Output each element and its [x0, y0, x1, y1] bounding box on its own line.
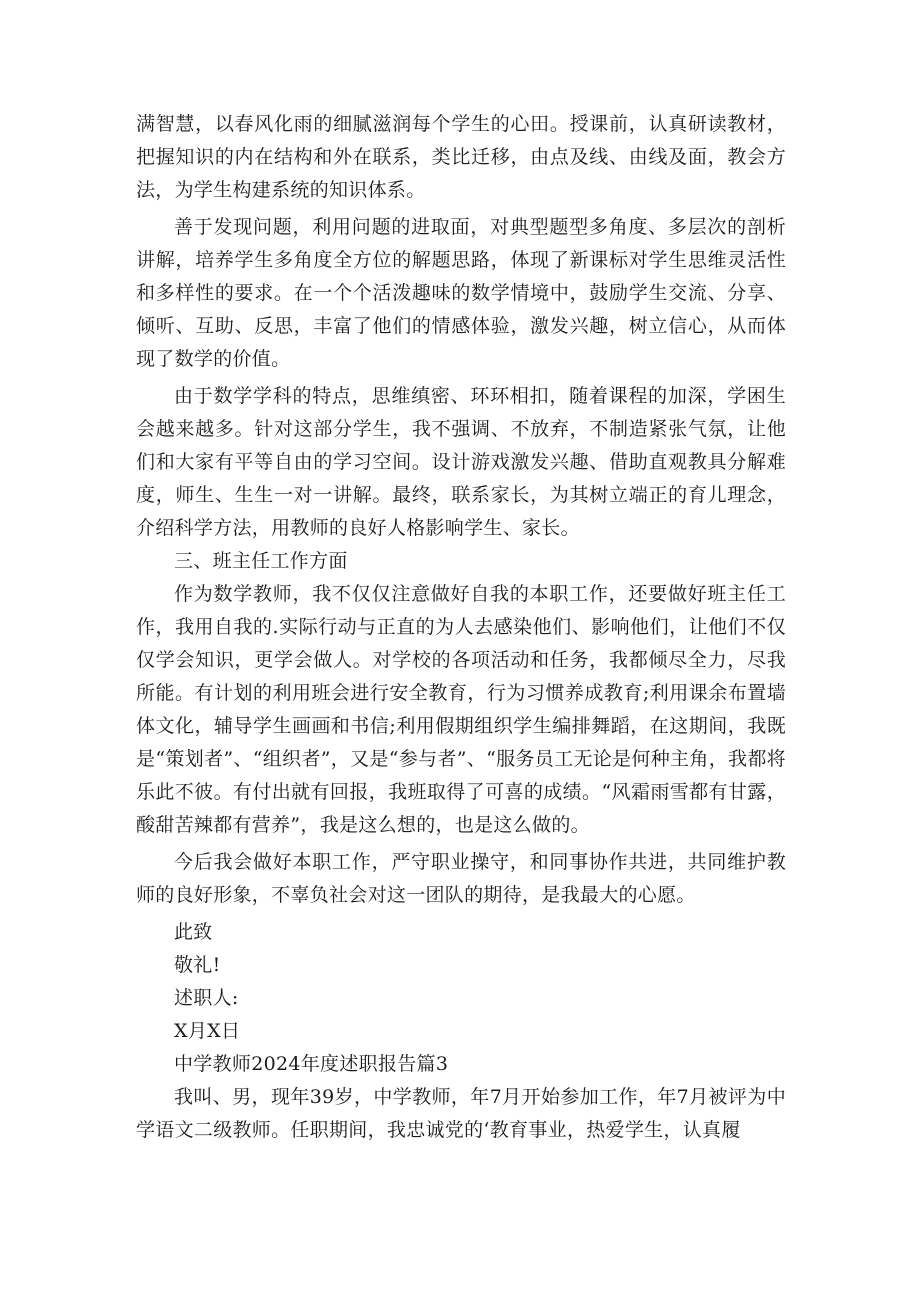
signer-label: 述职人: [174, 987, 239, 1009]
report-title-3: 中学教师2024年度述职报告篇3 [174, 1053, 449, 1075]
section-heading-3: 三、班主任工作方面 [174, 550, 348, 572]
paragraph-1: 满智慧，以春风化雨的细腻滋润每个学生的心田。授课前，认真研读教材，把握知识的内在结构和外在联系，类比迁移，由点及线、由线及面，教会方法，为学生构建系统的知识体系。 [136, 113, 786, 201]
paragraph-4: 作为数学教师，我不仅仅注意做好自我的本职工作，还要做好班主任工作，我用自我的.实际行动与正直的为人去感染他们、影响他们，让他们不仅仅学会知识，更学会做人。对学校的各项活动和任务，我都倾尽全力，尽我所能。有计划的利用班会进行安全教育，行为习惯养成教育;利用课余布置墙体文化，辅导学生画画和书信;利用假期组织学生编排舞蹈，在这期间，我既是“策划者”、“组织者”，又是“参与者”、“服务员工无论是何种主角，我都将乐此不彼。有付出就有回报，我班取得了可喜的成绩。“风霜雨雪都有甘露，酸甜苦辣都有营养”，我是这么想的，也是这么做的。 [136, 583, 786, 836]
closing-regards: 敬礼! [174, 954, 221, 976]
paragraph-5: 今后我会做好本职工作，严守职业操守，和同事协作共进，共同维护教师的良好形象，不辜负社会对这一团队的期待，是我最大的心愿。 [136, 851, 786, 906]
paragraph-6: 我叫、男，现年39岁，中学教师，年7月开始参加工作，年7月被评为中学语文二级教师。任职期间，我忠诚党的‘教育事业，热爱学生，认真履 [136, 1086, 786, 1141]
closing-salutation: 此致 [174, 921, 213, 943]
paragraph-3: 由于数学学科的特点，思维缜密、环环相扣，随着课程的加深，学困生会越来越多。针对这部分学生，我不强调、不放弃，不制造紧张气氛，让他们和大家有平等自由的学习空间。设计游戏激发兴趣、借助直观教具分解难度，师生、生生一对一讲解。最终，联系家长，为其树立端正的育儿理念，介绍科学方法，用教师的良好人格影响学生、家长。 [136, 385, 786, 539]
report-date: X月X日 [174, 1020, 241, 1042]
paragraph-2: 善于发现问题，利用问题的进取面，对典型题型多角度、多层次的剖析讲解，培养学生多角度全方位的解题思路，体现了新课标对学生思维灵活性和多样性的要求。在一个个活泼趣味的数学情境中，鼓励学生交流、分享、倾听、互助、反思，丰富了他们的情感体验，激发兴趣，树立信心，从而体现了数学的价值。 [136, 216, 786, 370]
document-body [136, 108, 786, 1147]
